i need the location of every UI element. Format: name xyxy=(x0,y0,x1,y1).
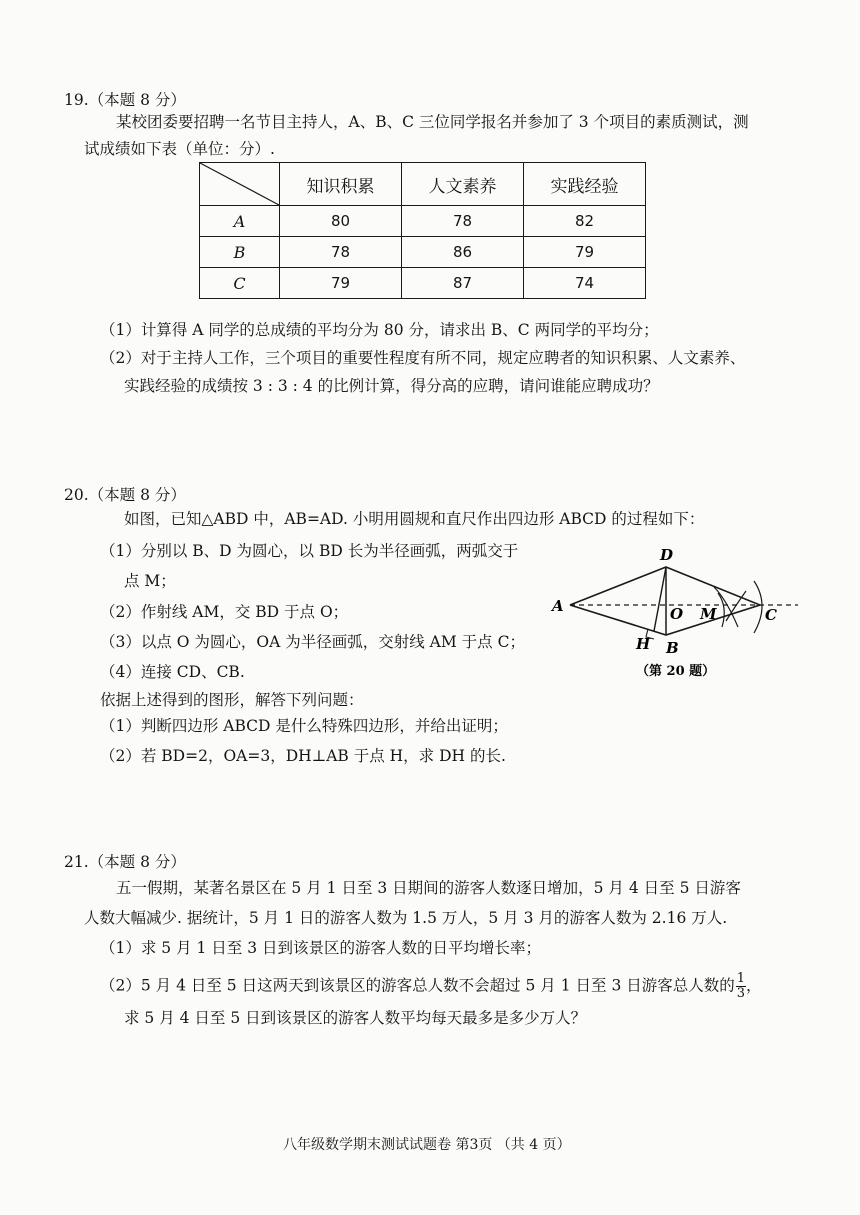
q20-header: 20.（本题 8 分） xyxy=(64,486,186,504)
fraction-numerator: 1 xyxy=(736,971,746,986)
table-row xyxy=(200,268,646,299)
label-c: C xyxy=(765,606,777,624)
table-cell: 79 xyxy=(280,268,402,299)
q20-step3: （3）以点 O 为圆心，OA 为半径画弧，交射线 AM 于点 C； xyxy=(100,633,525,651)
table-corner-cell xyxy=(200,163,280,206)
q20-step1-line1: （1）分别以 B、D 为圆心，以 BD 长为半径画弧，两弧交于 xyxy=(100,542,519,560)
segment-dh xyxy=(654,567,666,631)
column-header: 实践经验 xyxy=(524,163,646,206)
table-cell: 79 xyxy=(524,237,646,268)
q21-intro-line1: 五一假期，某著名景区在 5 月 1 日至 3 日期间的游客人数逐日增加，5 月 4 日至 5 日游客 xyxy=(116,879,741,897)
table-cell: 80 xyxy=(280,206,402,237)
rhombus-figure xyxy=(540,545,800,685)
q21-part1: （1）求 5 月 1 日至 3 日到该景区的游客人数的日平均增长率； xyxy=(100,939,542,957)
table-cell: 78 xyxy=(280,237,402,268)
rhombus-abcd xyxy=(570,567,760,635)
diagonal-line xyxy=(200,163,279,205)
figure-caption: （第 20 题） xyxy=(636,664,716,679)
column-header: 知识积累 xyxy=(280,163,402,206)
table-cell: 87 xyxy=(402,268,524,299)
fraction-one-third xyxy=(736,972,746,1001)
table-row xyxy=(200,206,646,237)
table-cell: 74 xyxy=(524,268,646,299)
table-row xyxy=(200,237,646,268)
column-header: 人文素养 xyxy=(402,163,524,206)
table-cell: 82 xyxy=(524,206,646,237)
table-cell: 86 xyxy=(402,237,524,268)
q21-intro-line2: 人数大幅减少. 据统计，5 月 1 日的游客人数为 1.5 万人，5 月 3 月的游客人数为 2.16 万人. xyxy=(84,909,728,927)
q19-intro-line2: 试成绩如下表（单位：分）. xyxy=(84,140,275,158)
q20-step4: （4）连接 CD、CB. xyxy=(100,663,245,681)
q20-step2: （2）作射线 AM，交 BD 于点 O； xyxy=(100,603,349,621)
row-label: A xyxy=(200,206,280,237)
q19-intro-line1: 某校团委要招聘一名节目主持人，A、B、C 三位同学报名并参加了 3 个项目的素质测试，测 xyxy=(116,113,749,131)
q20-prompt: 依据上述得到的图形，解答下列问题： xyxy=(100,691,364,709)
q21-part2-line2: 求 5 月 4 日至 5 日到该景区的游客人数平均每天最多是多少万人？ xyxy=(124,1009,587,1027)
score-table xyxy=(199,162,646,299)
fraction-denominator: 3 xyxy=(736,986,746,1001)
table-cell: 78 xyxy=(402,206,524,237)
q21-part2-line1 xyxy=(100,972,762,1001)
q20-part2: （2）若 BD=2，OA=3，DH⊥AB 于点 H，求 DH 的长. xyxy=(100,747,506,765)
q19-header: 19.（本题 8 分） xyxy=(64,91,186,109)
label-o: O xyxy=(670,605,684,623)
label-b: B xyxy=(666,639,679,657)
label-m: M xyxy=(700,605,717,623)
q21-part2-text: （2）5 月 4 日至 5 日这两天到该景区的游客总人数不会超过 5 月 1 日至 3 日游客总人数的 xyxy=(100,976,735,995)
page-footer: 八年级数学期末测试试题卷 第3页 （共 4 页） xyxy=(283,1137,571,1153)
q19-part2-line1: （2）对于主持人工作，三个项目的重要性程度有所不同，规定应聘者的知识积累、人文素养、 xyxy=(100,349,746,367)
q20-part1: （1）判断四边形 ABCD 是什么特殊四边形，并给出证明； xyxy=(100,717,508,735)
q20-step1-line2: 点 M； xyxy=(124,572,176,590)
q19-part2-line2: 实践经验的成绩按 3 : 3 : 4 的比例计算，得分高的应聘，请问谁能应聘成功？ xyxy=(124,377,659,395)
q20-intro: 如图，已知△ABD 中，AB=AD. 小明用圆规和直尺作出四边形 ABCD 的过程如下： xyxy=(124,510,705,528)
row-label: B xyxy=(200,237,280,268)
q19-part1: （1）计算得 A 同学的总成绩的平均分为 80 分，请求出 B、C 两同学的平均分； xyxy=(100,321,659,339)
label-d: D xyxy=(660,546,674,564)
row-label: C xyxy=(200,268,280,299)
label-h: H xyxy=(636,635,651,653)
label-a: A xyxy=(552,597,564,615)
q21-header: 21.（本题 8 分） xyxy=(64,853,186,871)
q21-part2-tail: ， xyxy=(746,976,762,995)
